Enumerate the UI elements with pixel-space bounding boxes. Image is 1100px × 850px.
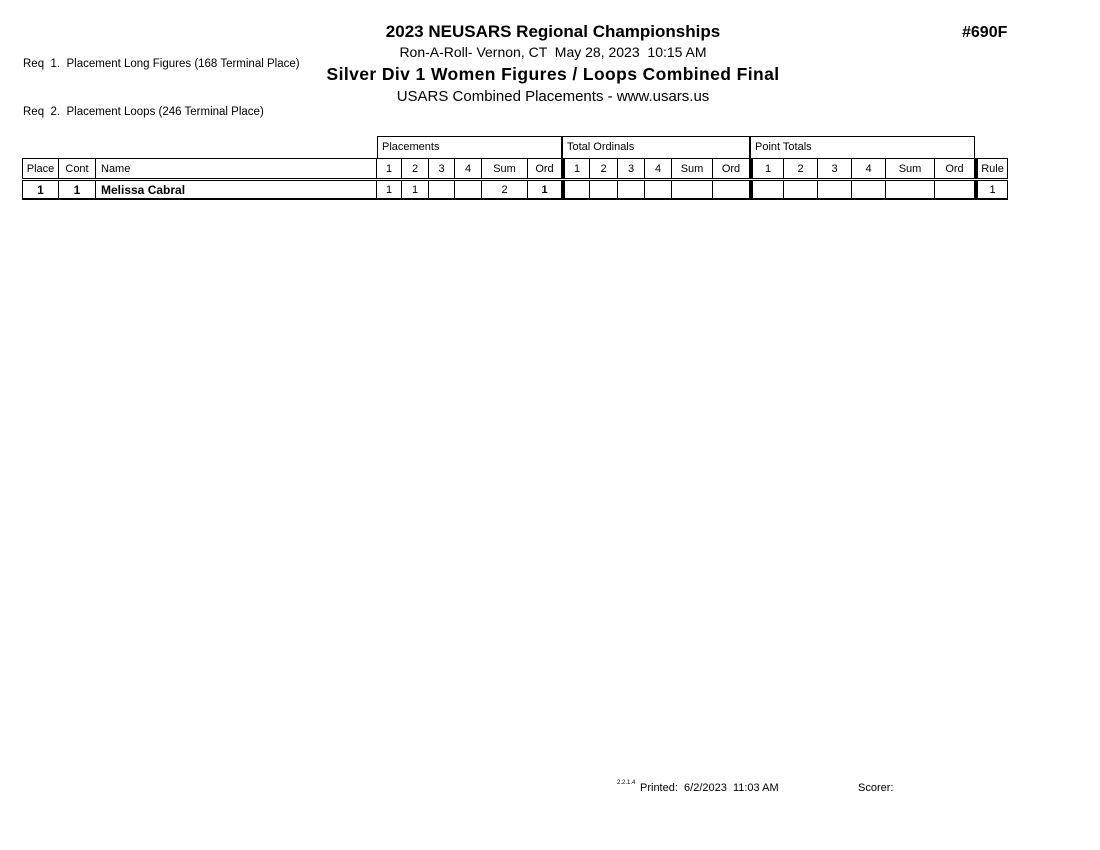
header-cell-placements-sum: Sum [482,158,528,179]
header-cell-points-1: 1 [750,158,784,179]
header-cell-points-sum: Sum [886,158,935,179]
cell-points-2 [784,180,818,200]
cell-placements-4 [455,180,482,200]
cell-rule: 1 [975,180,1008,200]
cell-points-3 [818,180,852,200]
group-header-row [22,136,1008,158]
cell-placements-2: 1 [402,180,429,200]
header-cell-name: Name [96,158,377,179]
header-cell-points-3: 3 [818,158,852,179]
requirement-line-2: Req 2. Placement Loops (246 Terminal Place) [23,106,264,118]
header-cell-rule: Rule [975,158,1008,179]
cell-placements-ord: 1 [528,180,562,200]
championship-title: 2023 NEUSARS Regional Championships [385,22,721,41]
header-cell-ordinals-4: 4 [645,158,672,179]
cell-placements-sum: 2 [482,180,528,200]
table-row [22,180,1008,200]
event-title: Silver Div 1 Women Figures / Loops Combined Final [326,64,780,84]
header-cell-ordinals-1: 1 [562,158,590,179]
cell-skater-name: Melissa Cabral [96,180,377,200]
header-cell-points-ord: Ord [935,158,975,179]
cell-ordinals-1 [562,180,590,200]
cell-ordinals-ord [713,180,750,200]
cell-points-ord [935,180,975,200]
header-title-block [0,22,1100,110]
cell-placements-1: 1 [377,180,402,200]
venue-date-line: Ron-A-Roll- Vernon, CT May 28, 2023 10:15 AM [399,44,707,60]
event-number: #690F [962,24,1008,41]
header-cell-points-2: 2 [784,158,818,179]
header-cell-placements-ord: Ord [528,158,562,179]
column-header-row [22,158,1008,179]
header-cell-place: Place [22,158,59,179]
cell-ordinals-4 [645,180,672,200]
cell-points-sum [886,180,935,200]
group-header-total-ordinals: Total Ordinals [562,136,750,158]
software-version: 2.2.1.4 [617,780,636,786]
header-cell-ordinals-sum: Sum [672,158,713,179]
cell-points-1 [750,180,784,200]
cell-ordinals-2 [590,180,618,200]
header-cell-points-4: 4 [852,158,886,179]
cell-placements-3 [429,180,455,200]
header-cell-ordinals-ord: Ord [713,158,750,179]
group-header-point-totals: Point Totals [750,136,975,158]
cell-place: 1 [22,180,59,200]
results-table [22,136,1008,200]
cell-ordinals-3 [618,180,645,200]
header-cell-placements-2: 2 [402,158,429,179]
cell-points-4 [852,180,886,200]
header-cell-placements-4: 4 [455,158,482,179]
header-cell-cont: Cont [59,158,96,179]
cell-ordinals-sum [672,180,713,200]
header-cell-placements-1: 1 [377,158,402,179]
header-cell-ordinals-2: 2 [590,158,618,179]
scorer-label: Scorer: [858,782,894,794]
group-header-placements: Placements [377,136,562,158]
header-cell-placements-3: 3 [429,158,455,179]
header-cell-ordinals-3: 3 [618,158,645,179]
printed-timestamp: Printed: 6/2/2023 11:03 AM [640,782,779,794]
cell-cont: 1 [59,180,96,200]
placements-subtitle: USARS Combined Placements - www.usars.us [396,88,710,105]
requirement-line-1: Req 1. Placement Long Figures (168 Terminal Place) [23,58,300,70]
